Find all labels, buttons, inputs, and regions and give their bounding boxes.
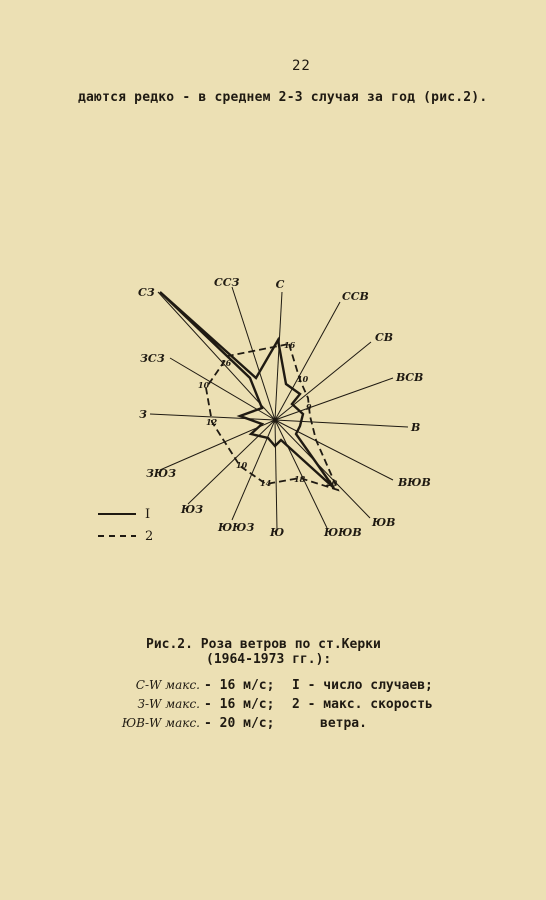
dir-label-ne: СВ (375, 331, 394, 344)
note-value: - 16 м/с; (204, 697, 275, 712)
legend-dashed-label: 2 (145, 529, 154, 544)
dir-label-ese: ВЮВ (398, 476, 431, 489)
key-line-speed-cont: ветра. (320, 716, 367, 731)
dir-label-wsw: ЗЮЗ (146, 467, 177, 480)
value-label-sse: 18 (294, 474, 306, 484)
legend-solid-label: I (145, 507, 151, 522)
axis-sw (188, 420, 275, 504)
dir-label-n: С (275, 278, 285, 291)
value-label-wnw: 16 (220, 358, 232, 368)
value-label-se: 20 (326, 478, 338, 488)
note-row (118, 714, 282, 733)
axis-nw (158, 292, 275, 420)
page-number: 22 (292, 58, 311, 74)
note-value: - 20 м/с; (204, 716, 275, 731)
value-label-ne: 10 (297, 374, 309, 384)
axis-ene (275, 378, 393, 420)
axis-se (275, 420, 370, 518)
figure-legend (98, 507, 153, 544)
dir-label-nw: СЗ (138, 286, 155, 299)
value-label-e: 9 (306, 402, 312, 412)
value-label-w12: 12 (206, 417, 218, 427)
dir-label-ene: ВСВ (396, 371, 424, 384)
caption-notes (118, 676, 282, 733)
key-line-speed: 2 - макс. скорость (292, 697, 433, 712)
dir-label-sw: ЮЗ (181, 503, 204, 516)
note-row (118, 676, 282, 695)
note-value: - 16 м/с; (204, 678, 275, 693)
note-symbol: ЮВ-W макс. (121, 716, 200, 730)
figure-caption-years: (1964-1973 гг.): (206, 652, 332, 667)
key-line-cases: I - число случаев; (292, 678, 433, 693)
axis-e (275, 420, 408, 427)
axis-s (275, 420, 277, 530)
dir-label-ssw: ЮЮЗ (218, 521, 255, 534)
dir-label-nnw: ССЗ (214, 276, 240, 289)
caption-key (292, 676, 433, 733)
value-label-s: 14 (260, 478, 272, 488)
rose-axes (150, 287, 408, 530)
note-symbol: З-W макс. (137, 697, 200, 711)
dir-label-nne: ССВ (342, 290, 369, 303)
note-row (118, 695, 282, 714)
note-symbol: С-W макс. (135, 678, 200, 692)
dir-label-s: Ю (270, 526, 285, 539)
value-label-n: 16 (284, 340, 296, 350)
dir-label-se: ЮВ (372, 516, 396, 529)
figure-caption: Рис.2. Роза ветров по ст.Керки (146, 637, 381, 652)
value-label-w10: 10 (198, 380, 210, 390)
body-text-line: даются редко - в среднем 2-3 случая за год (рис.2). (78, 90, 488, 105)
dir-label-wnw: ЗСЗ (140, 352, 165, 365)
value-label-sw: 10 (236, 460, 248, 470)
dir-label-e: В (411, 421, 421, 434)
dir-label-w: З (139, 408, 147, 421)
axis-ne (275, 342, 371, 420)
dir-label-sse: ЮЮВ (324, 526, 362, 539)
